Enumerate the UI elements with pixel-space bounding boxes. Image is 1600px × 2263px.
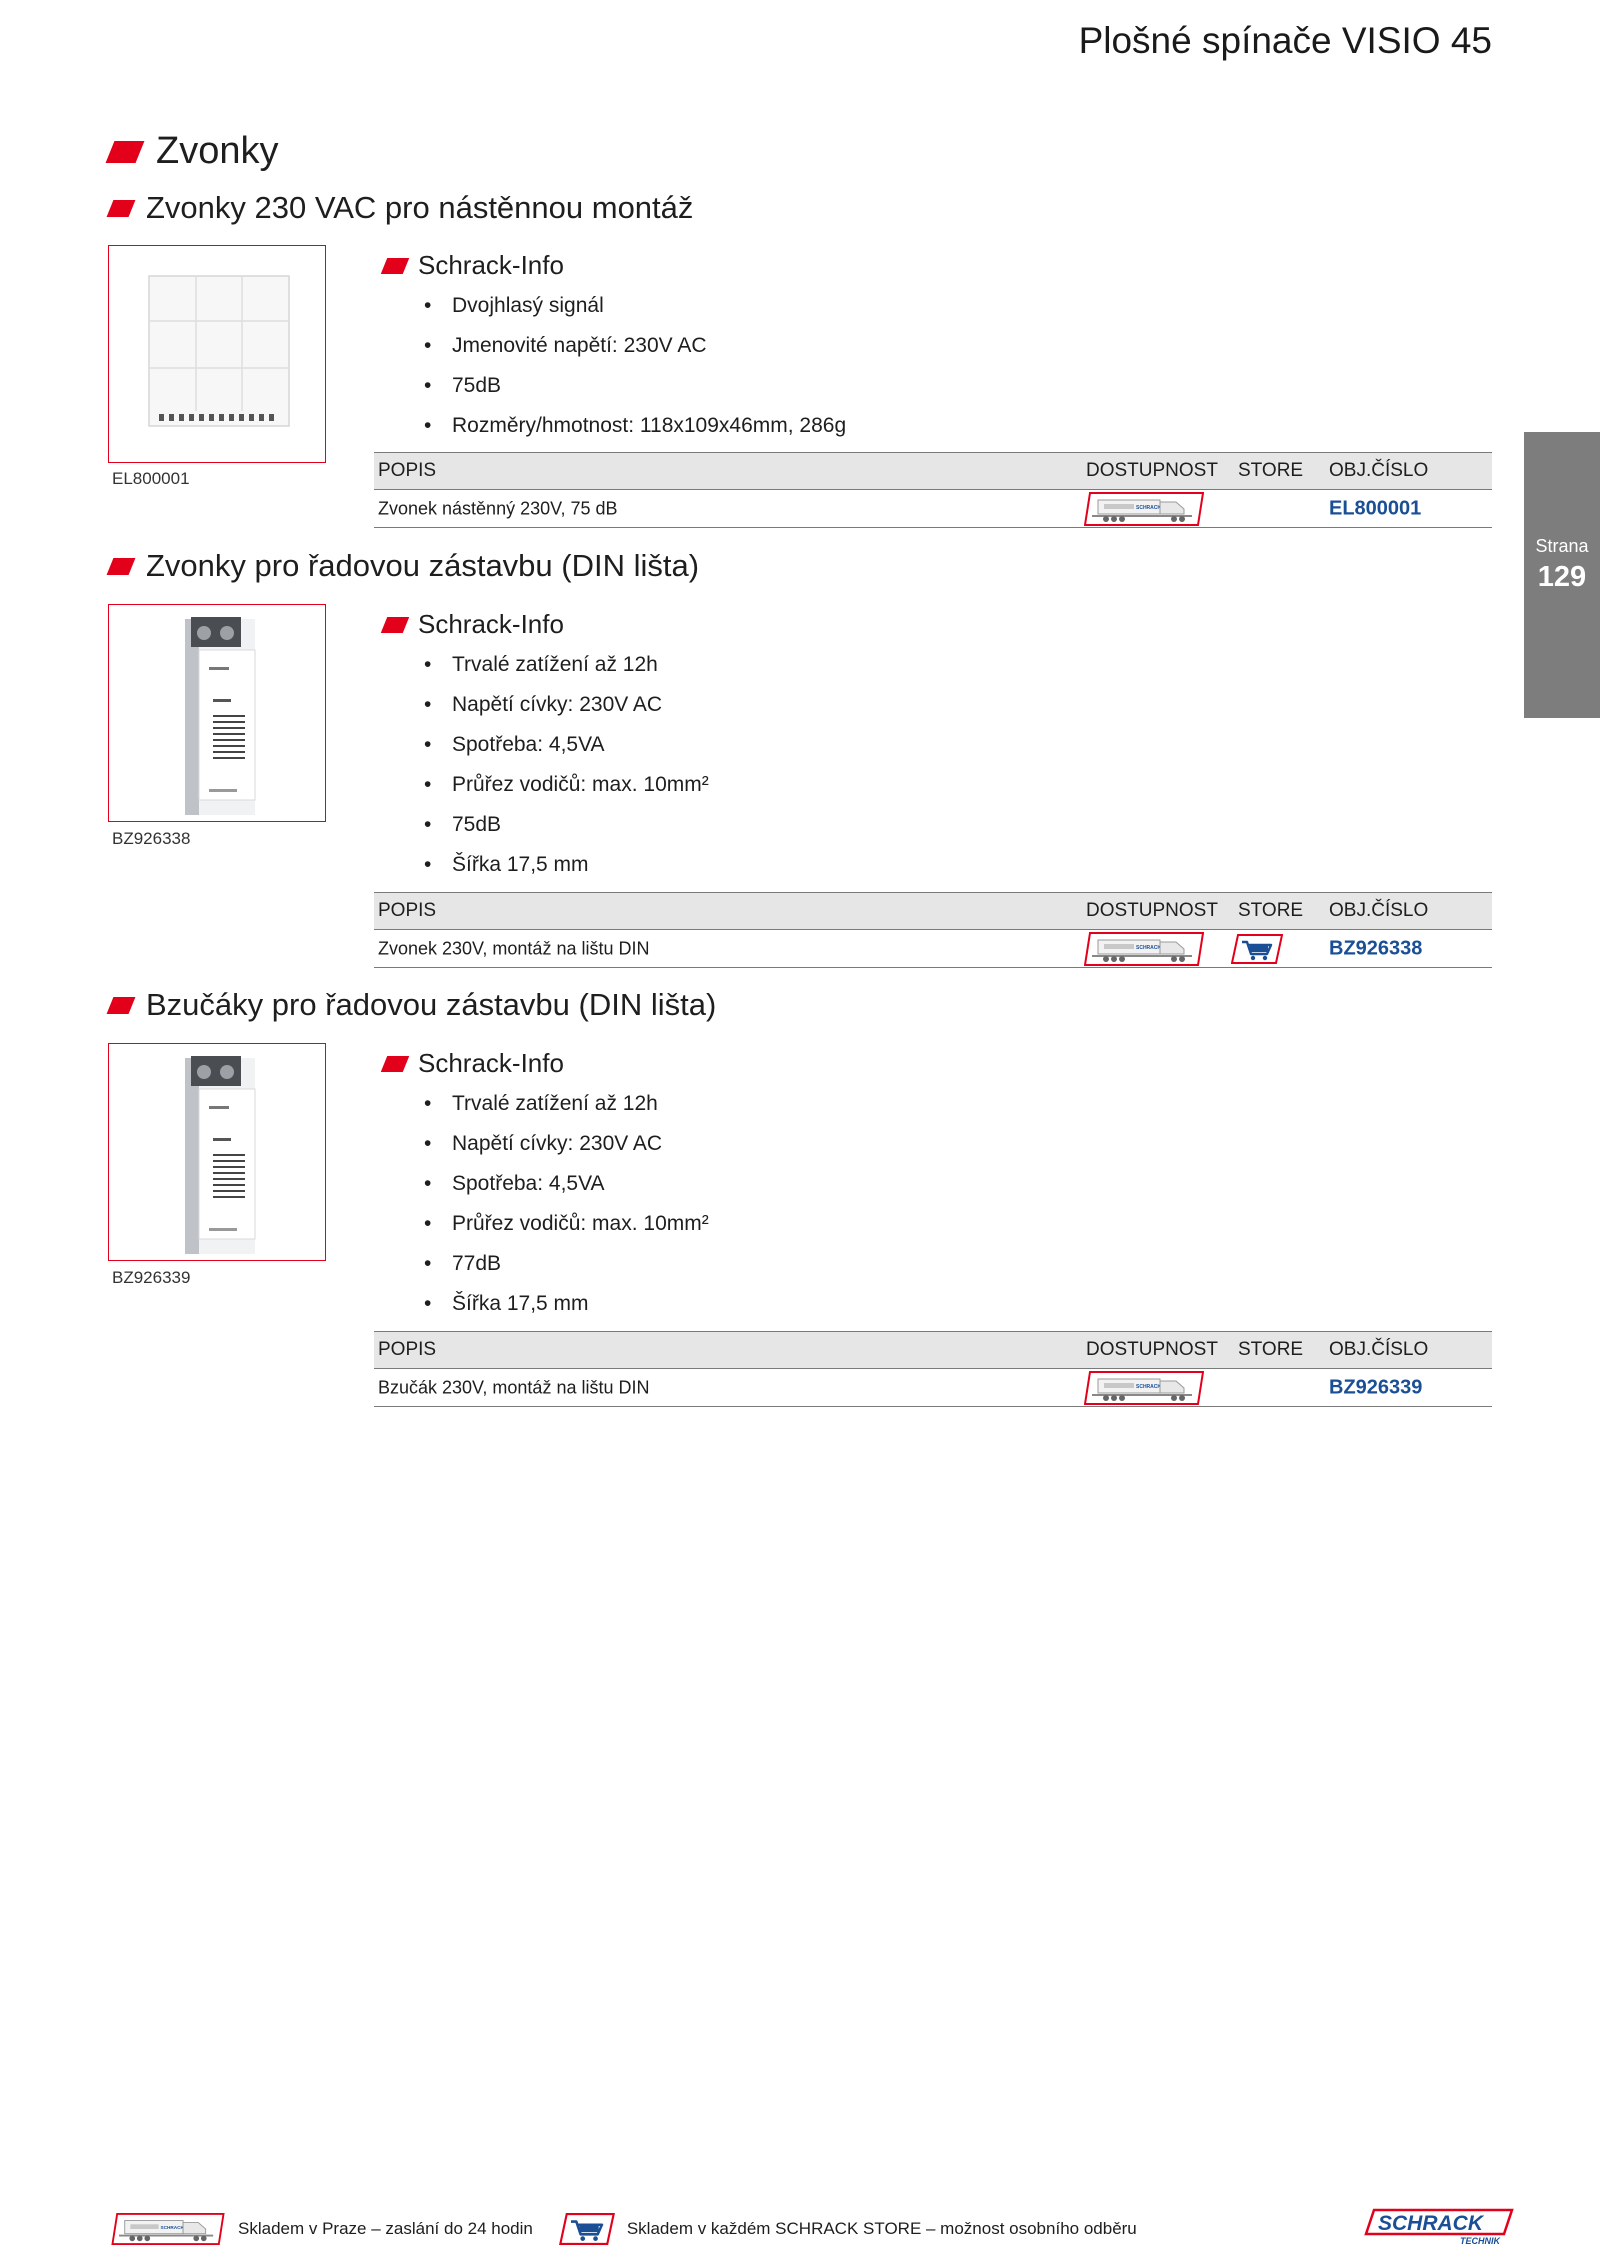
footer-legend [110,2208,1163,2250]
page-tab [1524,432,1600,718]
red-bullet-icon [107,997,136,1014]
list-item: • Šířka 17,5 mm [412,1284,709,1324]
order-code-link[interactable]: BZ926338 [1329,937,1423,959]
info-title [384,1048,564,1079]
table-row [374,1369,1492,1407]
list-item: • 77dB [412,1244,709,1284]
header-dostupnost: DOSTUPNOST [1086,900,1218,921]
truck-icon [1084,492,1204,526]
list-item: • Dvojhlasý signál [412,286,846,326]
logo-name: SCHRACK [1378,2212,1483,2235]
list-item: • Spotřeba: 4,5VA [412,1164,709,1204]
truck-icon [110,2213,226,2245]
order-code-link[interactable]: EL800001 [1329,497,1422,519]
legend-truck-text: Skladem v Praze – zaslání do 24 hodin [238,2219,533,2238]
main-heading [110,130,278,173]
list-item: • Napětí cívky: 230V AC [412,1124,709,1164]
logo-sub: TECHNIK [1460,2236,1500,2246]
list-item: • Spotřeba: 4,5VA [412,725,709,765]
red-bullet-icon [107,200,136,217]
header-store: STORE [1238,460,1304,481]
product-image [108,1043,326,1261]
row-description: Zvonek nástěnný 230V, 75 dB [378,498,618,518]
list-item: • 75dB [412,366,846,406]
product-table [374,452,1492,528]
section-title-text: Zvonky 230 VAC pro nástěnnou montáž [146,190,694,225]
truck-icon [1084,1371,1204,1405]
list-item: • Průřez vodičů: max. 10mm² [412,765,709,805]
table-header [374,1331,1492,1369]
section-title [110,548,699,584]
info-title-text: Schrack-Info [418,250,564,280]
red-bullet-icon [381,258,409,274]
product-table [374,1331,1492,1407]
product-image-code: BZ926338 [112,829,191,848]
header-popis: POPIS [378,460,437,481]
list-item: • Trvalé zatížení až 12h [412,1084,709,1124]
header-store: STORE [1238,1339,1304,1360]
list-item: • Šířka 17,5 mm [412,845,709,885]
info-list [412,1084,709,1324]
info-title [384,250,564,281]
header-obj: OBJ.ČÍSLO [1329,1339,1429,1360]
header-dostupnost: DOSTUPNOST [1086,1339,1218,1360]
red-bullet-icon [381,617,409,633]
info-title [384,609,564,640]
list-item: • Průřez vodičů: max. 10mm² [412,1204,709,1244]
page-tab-label: Strana [1535,536,1589,556]
din-module-icon [109,1044,326,1261]
cart-icon [1231,934,1283,964]
row-description: Zvonek 230V, montáž na lištu DIN [378,938,650,958]
truck-icon [1084,932,1204,966]
list-item: • 75dB [412,805,709,845]
list-item: • Rozměry/hmotnost: 118x109x46mm, 286g [412,406,846,446]
red-bullet-icon [381,1056,409,1072]
table-header [374,892,1492,930]
table-row [374,490,1492,528]
red-bullet-icon [106,141,145,163]
page-number: 129 [1537,561,1587,593]
product-image [108,604,326,822]
header-title: Plošné spínače VISIO 45 [1078,20,1492,61]
main-heading-text: Zvonky [156,130,279,172]
product-image-code: BZ926339 [112,1268,191,1287]
header-store: STORE [1238,900,1304,921]
section-title-text: Bzučáky pro řadovou zástavbu (DIN lišta) [146,987,717,1022]
info-list [412,645,709,885]
list-item: • Jmenovité napětí: 230V AC [412,326,846,366]
row-description: Bzučák 230V, montáž na lištu DIN [378,1377,650,1397]
product-image [108,245,326,463]
info-list [412,286,846,446]
cart-icon [559,2213,615,2245]
header-popis: POPIS [378,1339,437,1360]
legend-store-text: Skladem v každém SCHRACK STORE – možnost osobního odběru [626,2219,1137,2238]
header-popis: POPIS [378,900,437,921]
wall-bell-icon [109,246,326,463]
list-item: • Trvalé zatížení až 12h [412,645,709,685]
header-obj: OBJ.ČÍSLO [1329,900,1429,921]
red-bullet-icon [107,558,136,575]
info-title-text: Schrack-Info [418,609,564,639]
header-dostupnost: DOSTUPNOST [1086,460,1218,481]
info-title-text: Schrack-Info [418,1048,564,1078]
table-header [374,452,1492,490]
list-item: • Napětí cívky: 230V AC [412,685,709,725]
section-title [110,190,693,226]
product-table [374,892,1492,968]
schrack-logo [1364,2208,1514,2248]
header-obj: OBJ.ČÍSLO [1329,460,1429,481]
section-title-text: Zvonky pro řadovou zástavbu (DIN lišta) [146,548,700,583]
din-module-icon [109,605,326,822]
table-row [374,930,1492,968]
order-code-link[interactable]: BZ926339 [1329,1376,1423,1398]
product-image-code: EL800001 [112,469,190,488]
section-title [110,987,716,1023]
